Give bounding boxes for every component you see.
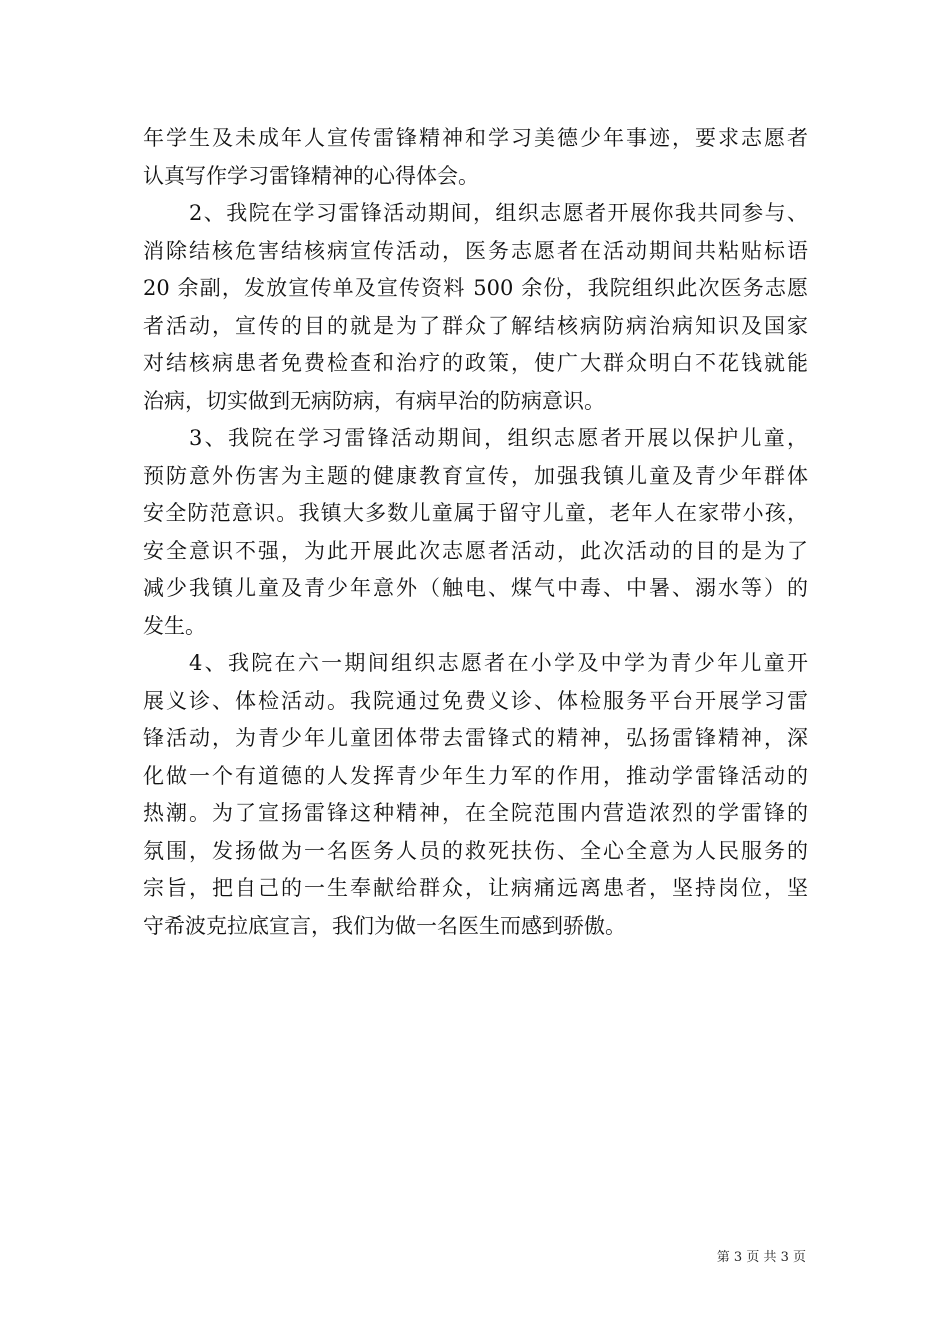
- text-line: 化做一个有道德的人发挥青少年生力军的作用，推动学雷锋活动的: [143, 763, 808, 788]
- text-line: 热潮。为了宣扬雷锋这种精神，在全院范围内营造浓烈的学雷锋的: [143, 801, 808, 825]
- text-line: 者活动，宣传的目的就是为了群众了解结核病防病治病知识及国家: [143, 313, 808, 338]
- text-line: 预防意外伤害为主题的健康教育宣传，加强我镇儿童及青少年群体: [143, 463, 808, 488]
- text-line: 年学生及未成年人宣传雷锋精神和学习美德少年事迹，要求志愿者: [143, 126, 808, 150]
- text-line: 减少我镇儿童及青少年意外（触电、煤气中毒、中暑、溺水等）的: [143, 576, 808, 600]
- page-number-footer: 第 3 页 共 3 页: [716, 1250, 806, 1265]
- text-line: 2、我院在学习雷锋活动期间，组织志愿者开展你我共同参与、: [189, 201, 808, 225]
- text-line: 宗旨，把自己的一生奉献给群众，让病痛远离患者，坚持岗位，坚: [143, 876, 808, 900]
- text-line: 3、我院在学习雷锋活动期间，组织志愿者开展以保护儿童，: [189, 426, 808, 450]
- text-line: 治病，切实做到无病防病，有病早治的防病意识。: [143, 388, 605, 413]
- text-line: 认真写作学习雷锋精神的心得体会。: [143, 163, 479, 188]
- text-line: 守希波克拉底宣言，我们为做一名医生而感到骄傲。: [143, 913, 626, 938]
- text-line: 锋活动，为青少年儿童团体带去雷锋式的精神，弘扬雷锋精神，深: [143, 726, 808, 750]
- text-line: 4、我院在六一期间组织志愿者在小学及中学为青少年儿童开: [189, 651, 808, 675]
- text-line: 展义诊、体检活动。我院通过免费义诊、体检服务平台开展学习雷: [143, 688, 808, 713]
- text-line: 发生。: [143, 613, 206, 638]
- text-line: 20 余副，发放宣传单及宣传资料 500 余份，我院组织此次医务志愿: [143, 276, 808, 300]
- text-line: 安全意识不强，为此开展此次志愿者活动，此次活动的目的是为了: [143, 538, 808, 563]
- text-line: 消除结核危害结核病宣传活动，医务志愿者在活动期间共粘贴标语: [143, 238, 808, 263]
- document-body: [143, 120, 808, 945]
- text-line: 氛围，发扬做为一名医务人员的救死扶伤、全心全意为人民服务的: [143, 838, 808, 863]
- paragraph-2: [143, 195, 808, 420]
- paragraph-3: [143, 420, 808, 645]
- paragraph-4: [143, 645, 808, 945]
- paragraph-1: [143, 120, 808, 195]
- text-line: 对结核病患者免费检查和治疗的政策，使广大群众明白不花钱就能: [143, 351, 808, 375]
- text-line: 安全防范意识。我镇大多数儿童属于留守儿童，老年人在家带小孩，: [143, 501, 808, 525]
